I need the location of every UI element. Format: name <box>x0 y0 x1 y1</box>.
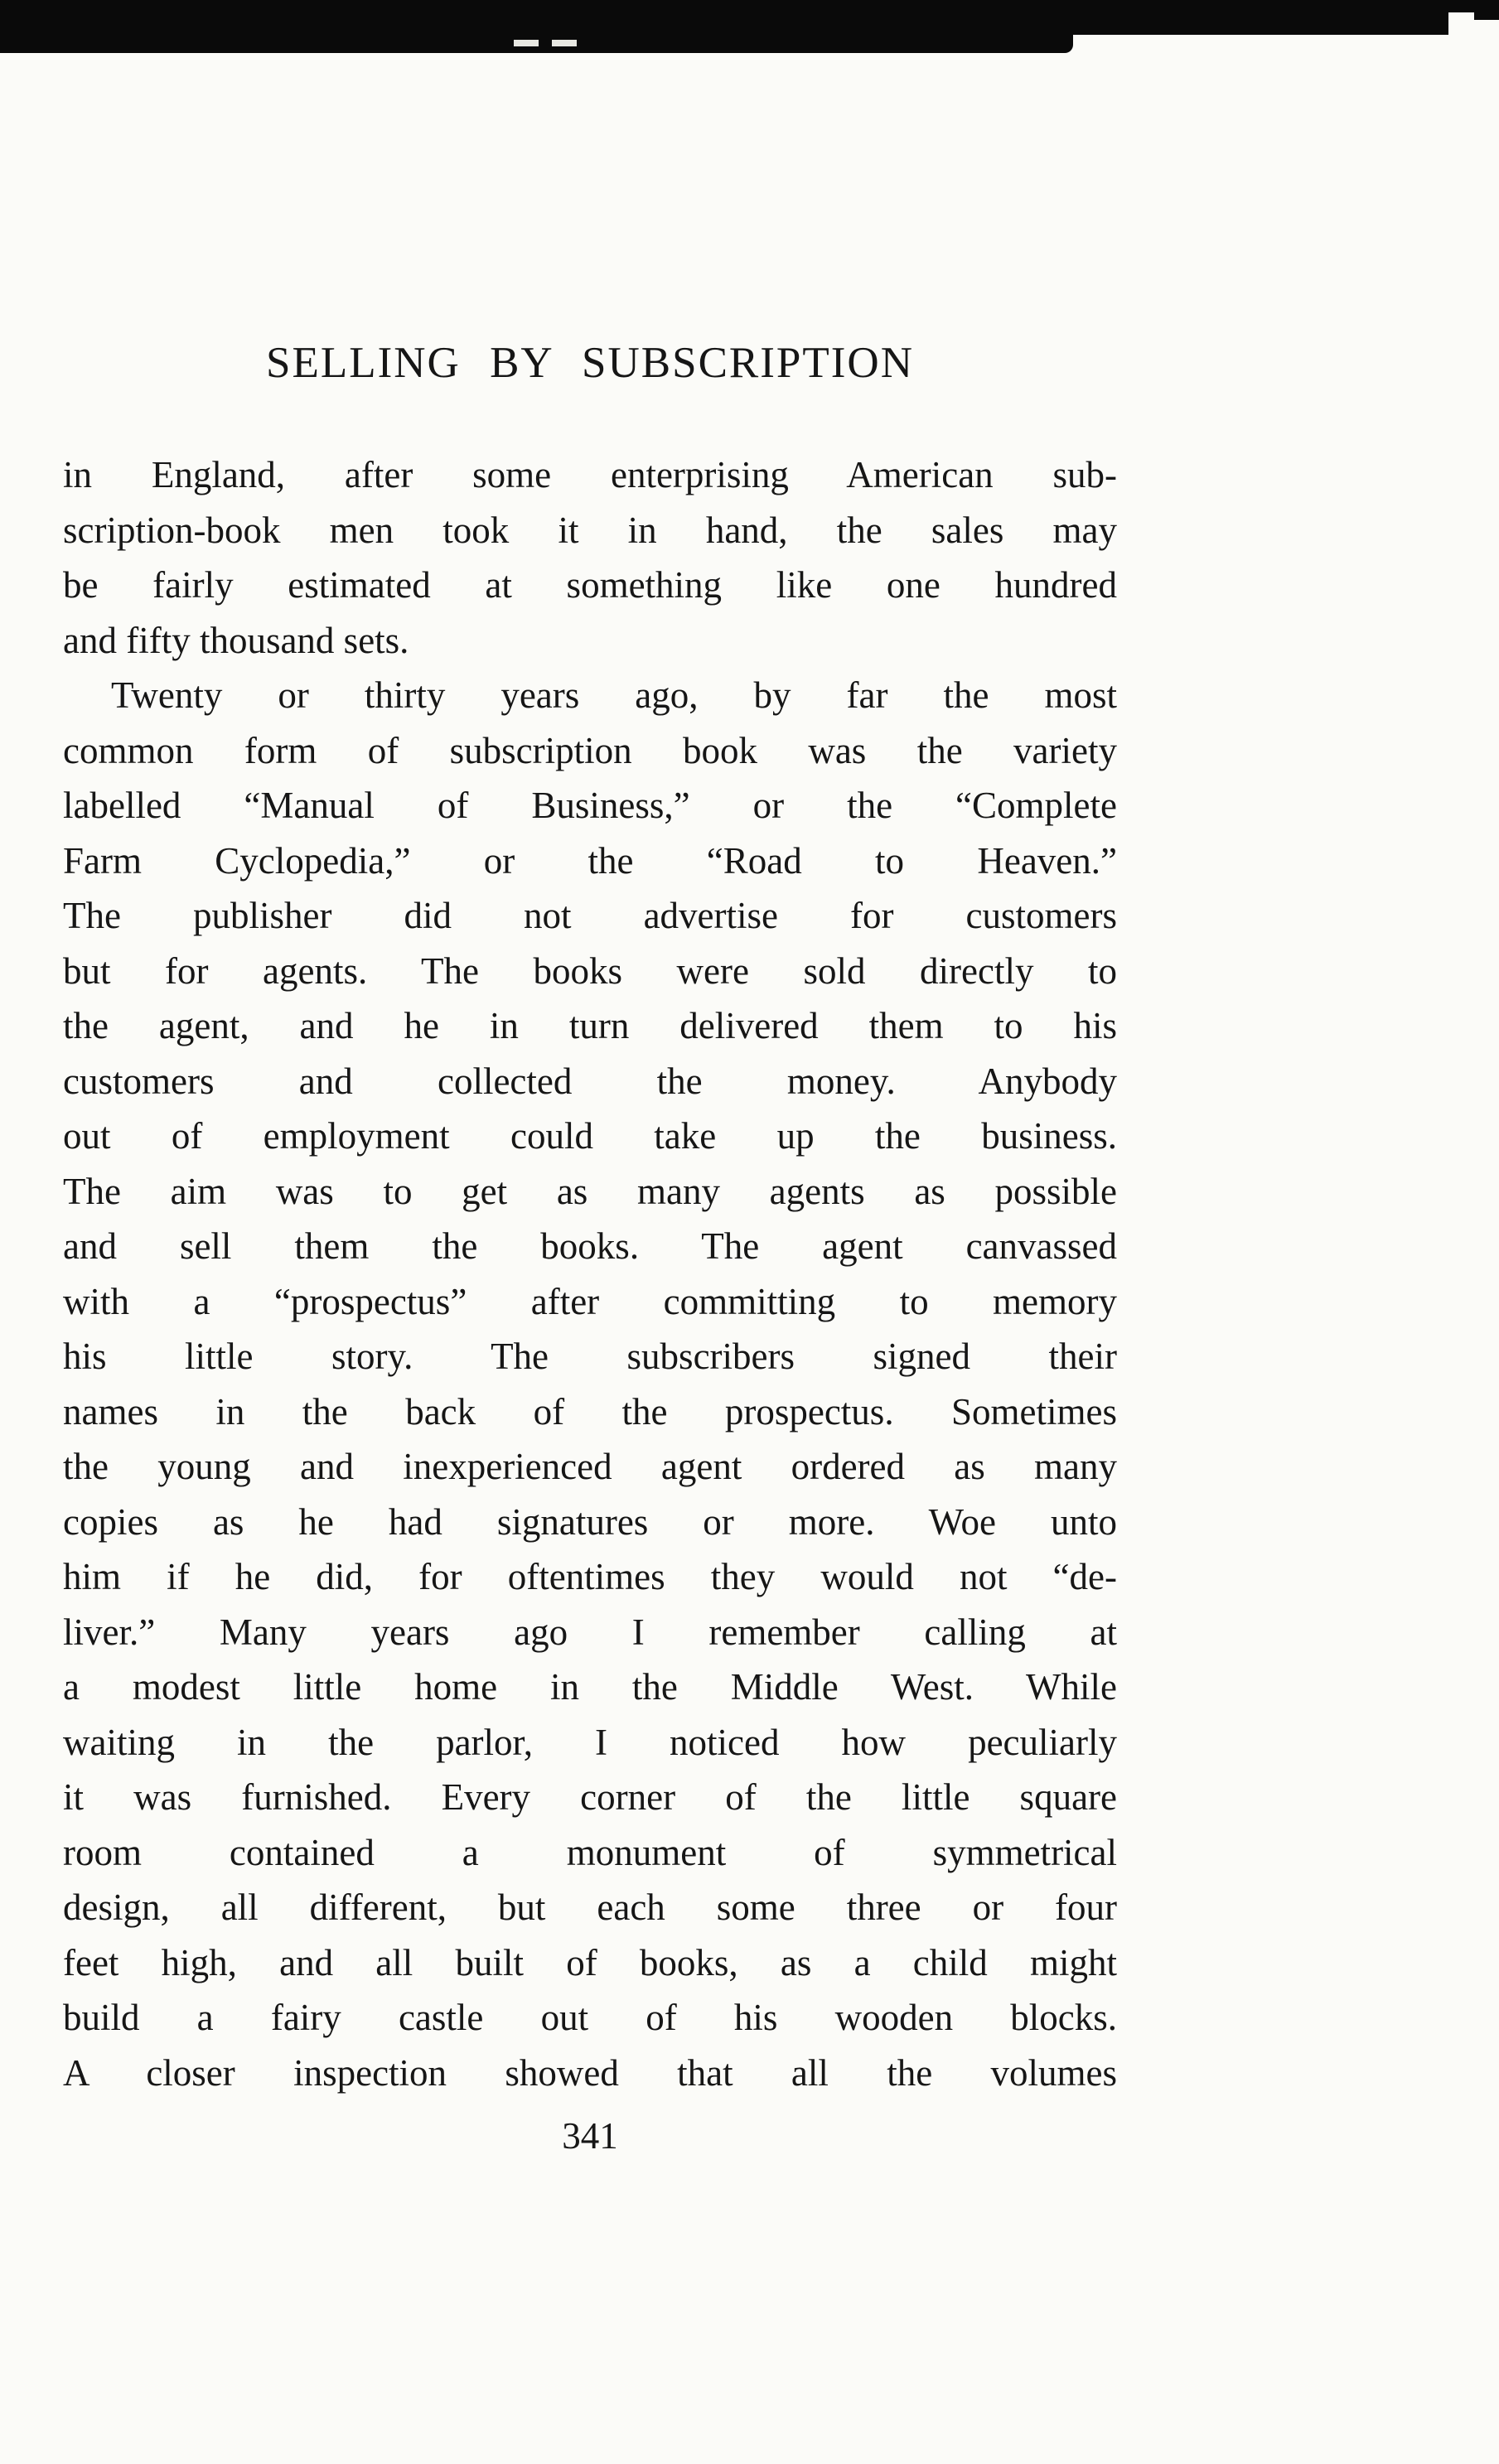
text-line: with a “prospectus” after committing to memory <box>63 1280 1117 1322</box>
page-title: SELLING BY SUBSCRIPTION <box>266 339 914 387</box>
text-line: liver.” Many years ago I remember calling at <box>63 1611 1117 1653</box>
text-line: the young and inexperienced agent ordered as many <box>63 1446 1117 1487</box>
text-line: scription-book men took it in hand, the sales may <box>63 509 1117 551</box>
page-number: 341 <box>562 2115 618 2157</box>
text-line: his little story. The subscribers signed their <box>63 1336 1117 1377</box>
text-line: the agent, and he in turn delivered them to his <box>63 1005 1117 1046</box>
text-line: room contained a monument of symmetrical <box>63 1831 1117 1873</box>
text-line: him if he did, for oftentimes they would not “de- <box>63 1556 1117 1597</box>
text-line: copies as he had signatures or more. Woe unto <box>63 1500 1117 1543</box>
text-line: Farm Cyclopedia,” or the “Road to Heaven.” <box>63 839 1117 882</box>
text-line: it was furnished. Every corner of the little square <box>63 1776 1117 1818</box>
text-line: The aim was to get as many agents as possible <box>63 1170 1117 1212</box>
text-line: waiting in the parlor, I noticed how peculiarly <box>63 1721 1117 1763</box>
text-line: but for agents. The books were sold directly to <box>63 949 1117 992</box>
scan-bar-scratch <box>514 40 539 46</box>
text-line: feet high, and all built of books, as a child might <box>63 1941 1117 1983</box>
text-line: The publisher did not advertise for customers <box>63 895 1117 936</box>
text-line: be fairly estimated at something like one hundred <box>63 564 1117 606</box>
text-line: names in the back of the prospectus. Sometimes <box>63 1390 1117 1433</box>
text-line: a modest little home in the Middle West. While <box>63 1666 1117 1708</box>
text-line: labelled “Manual of Business,” or the “Complete <box>63 785 1117 826</box>
text-column <box>63 338 1117 2163</box>
text-line: build a fairy castle out of his wooden blocks. <box>63 1997 1117 2038</box>
text-line: design, all different, but each some three or four <box>63 1887 1117 1928</box>
text-line: customers and collected the money. Anybody <box>63 1060 1117 1102</box>
text-line: and fifty thousand sets. <box>63 619 409 661</box>
text-line: A closer inspection showed that all the volumes <box>63 2051 1117 2094</box>
scan-bar-scratch <box>552 40 577 46</box>
scan-bar-corner <box>1474 0 1499 20</box>
text-line: common form of subscription book was the variety <box>63 729 1117 771</box>
text-line: out of employment could take up the business. <box>63 1115 1117 1157</box>
text-line: Twenty or thirty years ago, by far the most <box>111 674 1117 716</box>
text-line: in England, after some enterprising American sub- <box>63 454 1117 495</box>
text-line: and sell them the books. The agent canvassed <box>63 1225 1117 1267</box>
